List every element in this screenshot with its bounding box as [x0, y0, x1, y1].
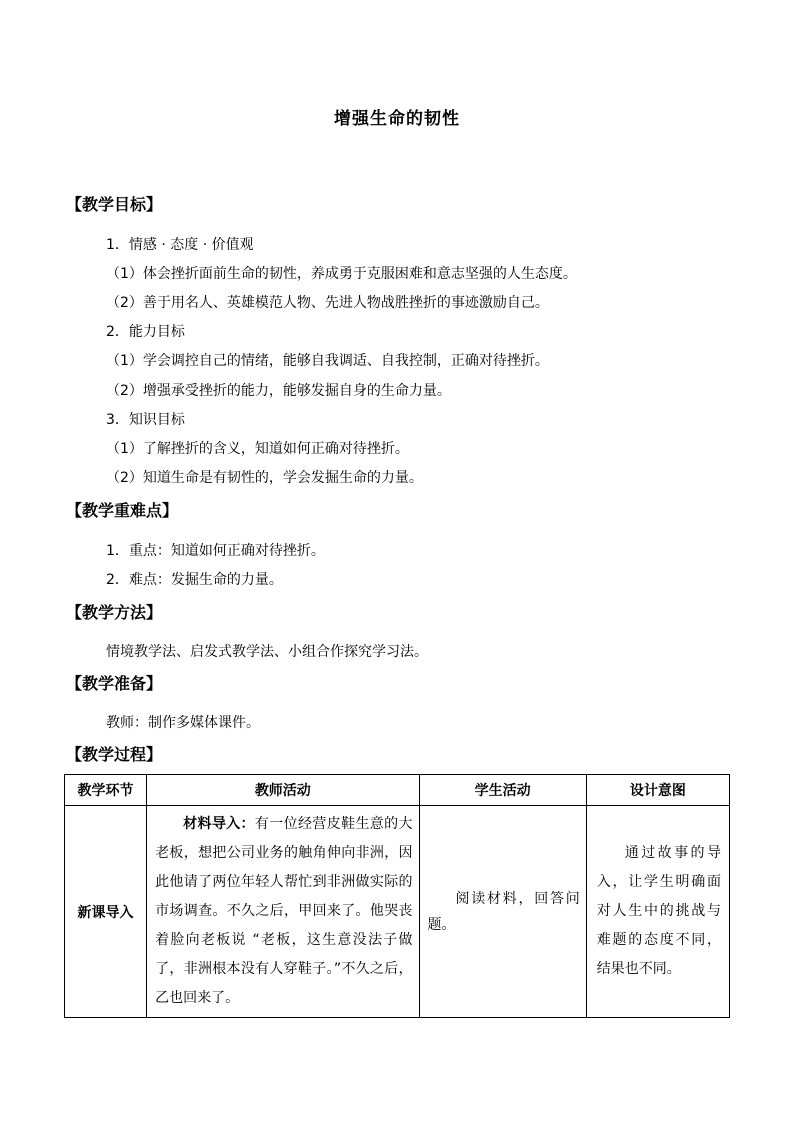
objective-line: （1）了解挫折的含义，知道如何正确对待挫折。	[106, 441, 409, 457]
section-heading-process: 【教学过程】	[66, 745, 163, 764]
objective-line: （2）知道生命是有韧性的，学会发掘生命的力量。	[106, 470, 423, 486]
key-point-line: 2．难点：发掘生命的力量。	[106, 572, 283, 588]
page-title: 增强生命的韧性	[334, 109, 460, 129]
objective-line: （2）增强承受挫折的能力，能够发掘自身的生命力量。	[106, 383, 451, 399]
section-heading-methods: 【教学方法】	[66, 603, 163, 622]
section-heading-objectives: 【教学目标】	[66, 195, 163, 214]
design-intent-cell	[586, 806, 729, 1018]
objective-line: （1）体会挫折面前生命的韧性，养成勇于克服困难和意志坚强的人生态度。	[106, 266, 577, 282]
objective-line: （2）善于用名人、英雄模范人物、先进人物战胜挫折的事迹激励自己。	[106, 295, 549, 311]
key-point-line: 1．重点：知道如何正确对待挫折。	[106, 543, 325, 559]
table-row	[65, 806, 730, 1018]
header-student-activity: 学生活动	[419, 775, 586, 806]
objective-line: 3．知识目标	[106, 412, 185, 428]
teacher-activity-cell	[147, 806, 419, 1018]
objective-line: 2．能力目标	[106, 324, 185, 340]
process-table	[64, 774, 730, 1018]
header-teacher-activity: 教师活动	[147, 775, 419, 806]
preparation-line: 教师：制作多媒体课件。	[106, 715, 260, 731]
section-heading-preparation: 【教学准备】	[66, 674, 163, 693]
design-intent-text: 通过故事的导入，让学生明确面对人生中的挑战与难题的态度不同，结果也不同。	[596, 845, 721, 977]
stage-cell: 新课导入	[65, 806, 147, 1018]
student-activity-cell	[419, 806, 586, 1018]
teacher-activity-paragraph	[155, 810, 412, 1013]
objective-line: 1．情感 · 态度 · 价值观	[106, 237, 254, 253]
table-header-row	[65, 775, 730, 806]
header-design-intent: 设计意图	[586, 775, 729, 806]
teacher-activity-text: 有一位经营皮鞋生意的大老板，想把公司业务的触角伸向非洲，因此他请了两位年轻人帮忙到非洲做实际的市场调查。不久之后，甲回来了。他哭丧着脸向老板说 “老板，这生意没法子做了，非洲根本没有人穿鞋子。”不久之后，乙也回来了。	[155, 816, 413, 1006]
section-heading-key-points: 【教学重难点】	[66, 501, 179, 520]
student-activity-text: 阅读材料，回答问题。	[427, 890, 580, 933]
objective-line: （1）学会调控自己的情绪，能够自我调适、自我控制，正确对待挫折。	[106, 353, 549, 369]
header-stage: 教学环节	[65, 775, 147, 806]
teacher-activity-label: 材料导入：	[183, 816, 255, 832]
methods-line: 情境教学法、启发式教学法、小组合作探究学习法。	[106, 644, 428, 660]
